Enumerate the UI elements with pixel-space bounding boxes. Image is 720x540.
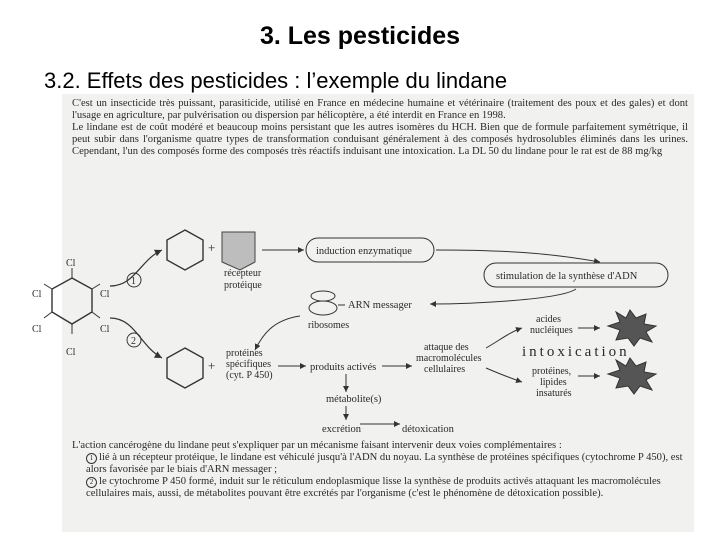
detoxication-label: détoxication [402,424,454,435]
outro-item-1 [72,452,688,476]
slide-subtitle: 3.2. Effets des pesticides : l’exemple du lindane [44,68,508,93]
starburst-upper [608,310,656,346]
plus-sign-1: + [208,240,216,255]
outro-item-2 [72,476,688,500]
cl-label-5: Cl [32,324,42,335]
cl-label-3: Cl [100,324,110,335]
cl-label-2: Cl [100,289,110,300]
starburst-lower [608,358,656,394]
arn-messager-label: ARN messager [348,300,412,311]
intro-paragraph-2: Le lindane est de coût modéré et beaucoup moins persistant que les autres isomères du HCH. Bien que de formule parfaitement symétrique, il peut subir dans l'organisme quatre types de transformation conduisant généralement à des composés hydrosolubles éliminés dans les urines. Cependant, l'un des composés forme des composés très réactifs induisant une intoxication. La DL 50 du lindane pour le rat est de 88 mg/kg [72,122,688,158]
intro-paragraph-1: C'est un insecticide très puissant, parasiticide, utilisé en France en médecine humaine et vétérinaire (traitement des poux et des gales) et dont l'usage en agriculture, par pulvérisation ou dispersion par hélicoptère, a été interdit en France en 1998. [72,98,688,122]
proteines-lipides-label: protéines, lipides insaturés [532,366,572,399]
plus-sign-2: + [208,358,216,373]
item-number-1: 1 [86,453,97,464]
step-1-number: 1 [131,276,136,287]
produits-actives-label: produits activés [310,362,377,373]
attaque-label: attaque des macromolécules cellulaires [416,342,482,375]
metabolites-label: métabolite(s) [326,394,382,405]
cl-label-4: Cl [66,347,76,358]
intoxication-label: intoxication [522,344,630,360]
recepteur-label: récepteur protéique [224,268,262,291]
outro-item-1-text: lié à un récepteur protéique, le lindane est véhiculé jusqu'à l'ADN du noyau. La synthèse de protéines spécifiques (cytochrome P 450), est alors favorisée par le biais d'ARN messager ; [86,452,683,476]
proteines-specifiques-label: protéines spécifiques (cyt. P 450) [226,348,273,381]
ribosomes-label: ribosomes [308,320,350,331]
slide-title: 3. Les pesticides [259,22,461,50]
acides-nucleiques-label: acides nucléiques [530,314,573,336]
cl-label-6: Cl [32,289,42,300]
excretion-label: excrétion [322,424,362,435]
outro-text [72,440,688,500]
cl-label-1: Cl [66,258,76,269]
outro-item-2-text: le cytochrome P 450 formé, induit sur le réticulum endoplasmique lisse la synthèse de produits activés attaquant les macromolécules cellulaires mais, aussi, de métabolites pouvant être excrétés par l'organisme (c'est le phénomène de détoxication possible). [86,476,661,500]
outro-lead: L'action cancérogène du lindane peut s'expliquer par un mécanisme faisant intervenir deux voies complémentaires : [72,440,562,451]
step-2-number: 2 [131,336,136,347]
item-number-2: 2 [86,477,97,488]
induction-label: induction enzymatique [316,246,412,257]
stimulation-label: stimulation de la synthèse d'ADN [496,271,638,282]
lindane-molecule [32,258,110,358]
